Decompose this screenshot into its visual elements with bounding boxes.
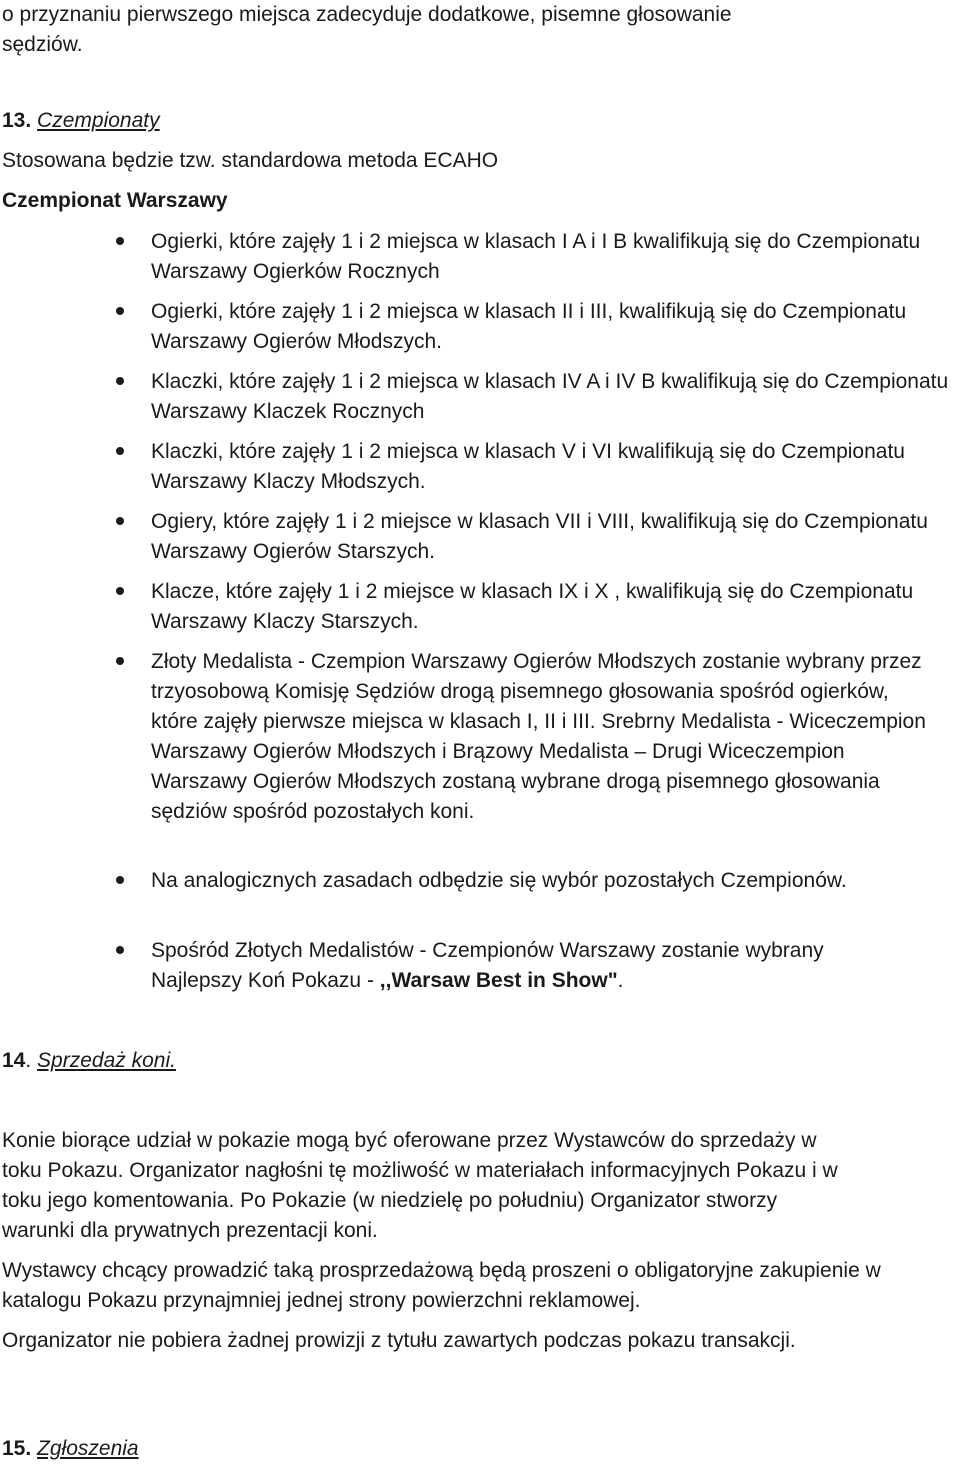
section-14-number: 14	[2, 1049, 26, 1072]
list-item-text: Klacze, które zajęły 1 i 2 miejsce w klasach IX i X , kwalifikują się do Czempionatu Warszawy Klaczy Starszych.	[151, 580, 914, 633]
paragraph: Organizator nie pobiera żadnej prowizji z tytułu zawartych podczas pokazu transakcji.	[2, 1329, 796, 1352]
bullet-icon	[116, 377, 124, 385]
list-item	[151, 437, 959, 497]
section-14-dot: .	[25, 1049, 32, 1072]
best-in-show-label: ,,Warsaw Best in Show"	[379, 969, 618, 992]
list-item	[151, 936, 881, 996]
list-item-text: Ogierki, które zajęły 1 i 2 miejsca w klasach II i III, kwalifikują się do Czempionatu Warszawy Ogierów Młodszych.	[151, 300, 907, 353]
list-item	[151, 577, 959, 637]
list-item	[151, 866, 851, 896]
list-item	[151, 647, 931, 827]
bullet-icon	[116, 517, 124, 525]
section-13-heading	[2, 106, 160, 136]
list-item	[151, 367, 959, 427]
bullet-icon	[116, 657, 124, 665]
section-14-heading	[2, 1046, 176, 1076]
intro-line-1: o przyznaniu pierwszego miejsca zadecyduje dodatkowe, pisemne głosowanie	[2, 3, 732, 26]
list-item-text: Klaczki, które zajęły 1 i 2 miejsca w klasach IV A i IV B kwalifikują się do Czempionatu Warszawy Klaczek Rocznych	[151, 370, 949, 423]
bullet-icon	[116, 946, 124, 954]
section-15-number: 15.	[2, 1437, 32, 1460]
list-item-text: Złoty Medalista - Czempion Warszawy Ogierów Młodszych zostanie wybrany przez trzyosobową Komisję Sędziów drogą pisemnego głosowania spośród ogierków, które zajęły pierwsze miejsca w klasach I, II i III. Srebrny Medalista - Wiceczempion Warszawy Ogierów Młodszych i Brązowy Medalista – Drugi Wiceczempion Warszawy Ogierów Młodszych zostaną wybrane drogą pisemnego głosowania sędziów spośród pozostałych koni.	[151, 650, 926, 823]
bullet-icon	[116, 307, 124, 315]
list-item	[151, 227, 959, 287]
list-item-text: Spośród Złotych Medalistów - Czempionów Warszawy zostanie wybrany Najlepszy Koń Pokazu -	[151, 939, 824, 992]
list-item	[151, 297, 959, 357]
bullet-icon	[116, 447, 124, 455]
section-15-title: Zgłoszenia	[37, 1437, 139, 1460]
section-13-number: 13.	[2, 109, 32, 132]
list-item	[151, 507, 959, 567]
bullet-icon	[116, 587, 124, 595]
list-item-text: Ogiery, które zajęły 1 i 2 miejsce w klasach VII i VIII, kwalifikują się do Czempionatu Warszawy Ogierów Starszych.	[151, 510, 928, 563]
section-13-title: Czempionaty	[37, 109, 160, 132]
section-15-heading	[2, 1434, 139, 1464]
intro-line-2: sędziów.	[2, 33, 83, 56]
section-13-method: Stosowana będzie tzw. standardowa metoda ECAHO	[2, 149, 499, 172]
paragraph: Wystawcy chcący prowadzić taką prosprzedażową będą proszeni o obligatoryjne zakupienie w katalogu Pokazu przynajmniej jednej strony powierzchni reklamowej.	[2, 1259, 881, 1312]
paragraph: Konie biorące udział w pokazie mogą być oferowane przez Wystawców do sprzedaży w toku Pokazu. Organizator nagłośni tę możliwość w materiałach informacyjnych Pokazu i w toku jego komentowania. Po Pokazie (w niedzielę po południu) Organizator stworzy warunki dla prywatnych prezentacji koni.	[2, 1129, 838, 1242]
section-13-subheading: Czempionat Warszawy	[2, 189, 228, 212]
list-item-text: Ogierki, które zajęły 1 i 2 miejsca w klasach I A i I B kwalifikują się do Czempionatu Warszawy Ogierków Rocznych	[151, 230, 921, 283]
bullet-icon	[116, 876, 124, 884]
list-item-text: Na analogicznych zasadach odbędzie się wybór pozostałych Czempionów.	[151, 869, 847, 892]
section-14-title: Sprzedaż koni.	[37, 1049, 176, 1072]
list-item-suffix: .	[617, 969, 624, 992]
list-item-text: Klaczki, które zajęły 1 i 2 miejsca w klasach V i VI kwalifikują się do Czempionatu Warszawy Klaczy Młodszych.	[151, 440, 905, 493]
bullet-icon	[116, 237, 124, 245]
